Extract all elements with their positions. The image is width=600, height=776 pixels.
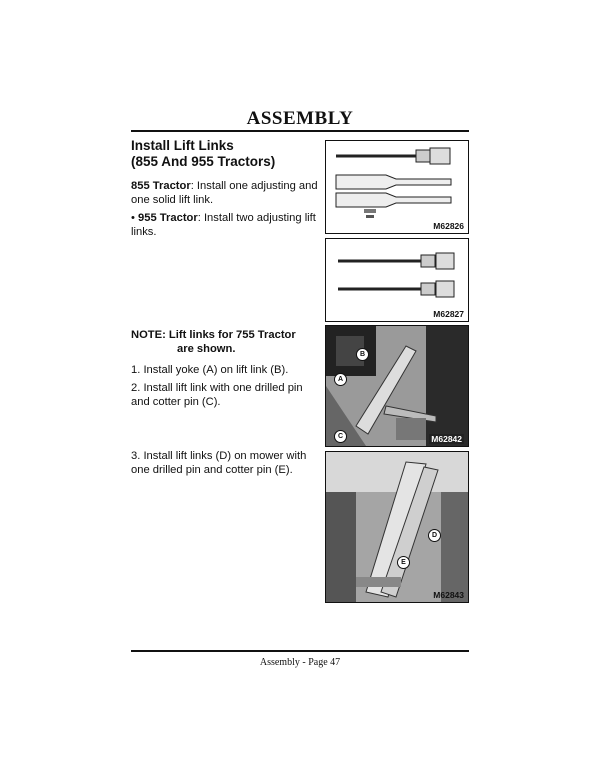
instruction-855-text: : Install one adjusting and one solid lift link. (131, 180, 318, 206)
instruction-955-text: : Install two adjusting lift links. (131, 212, 316, 238)
figure-label: M62826 (433, 221, 464, 231)
figure-label: M62843 (433, 590, 464, 600)
instruction-955 (131, 211, 321, 239)
section-title-line1: Install Lift Links (131, 138, 234, 153)
bullet: • (131, 212, 139, 224)
figure-m62843 (325, 451, 469, 603)
mower-lift-links-photo (326, 452, 468, 602)
tractor-855-label: 855 Tractor (131, 180, 191, 192)
page-footer: Assembly - Page 47 (259, 657, 341, 668)
callout-a: A (334, 373, 347, 386)
figure-m62826 (325, 140, 469, 234)
yoke-installation-photo (326, 326, 468, 446)
step-2: 2. Install lift link with one drilled pin and cotter pin (C). (131, 382, 303, 408)
note (131, 328, 321, 356)
header-rule (131, 130, 469, 132)
step-3: 3. Install lift links (D) on mower with one drilled pin and cotter pin (E). (131, 450, 307, 476)
figure-label: M62842 (431, 434, 462, 444)
callout-e: E (397, 556, 410, 569)
figure-label: M62827 (433, 309, 464, 319)
lift-link-parts-illustration (326, 141, 468, 233)
callout-c: C (334, 430, 347, 443)
note-line1: NOTE: Lift links for 755 Tractor (131, 329, 296, 341)
section-title (131, 138, 321, 170)
step-1: 1. Install yoke (A) on lift link (B). (131, 364, 289, 376)
figure-m62842 (325, 325, 469, 447)
note-line2: are shown. (177, 343, 236, 355)
tractor-955-label: 955 Tractor (138, 212, 198, 224)
section-title-line2: (855 And 955 Tractors) (131, 154, 276, 169)
callout-b: B (356, 348, 369, 361)
page-title: ASSEMBLY (246, 108, 354, 129)
footer-rule (131, 650, 469, 652)
figure-m62827 (325, 238, 469, 322)
callout-d: D (428, 529, 441, 542)
instruction-855 (131, 179, 321, 207)
